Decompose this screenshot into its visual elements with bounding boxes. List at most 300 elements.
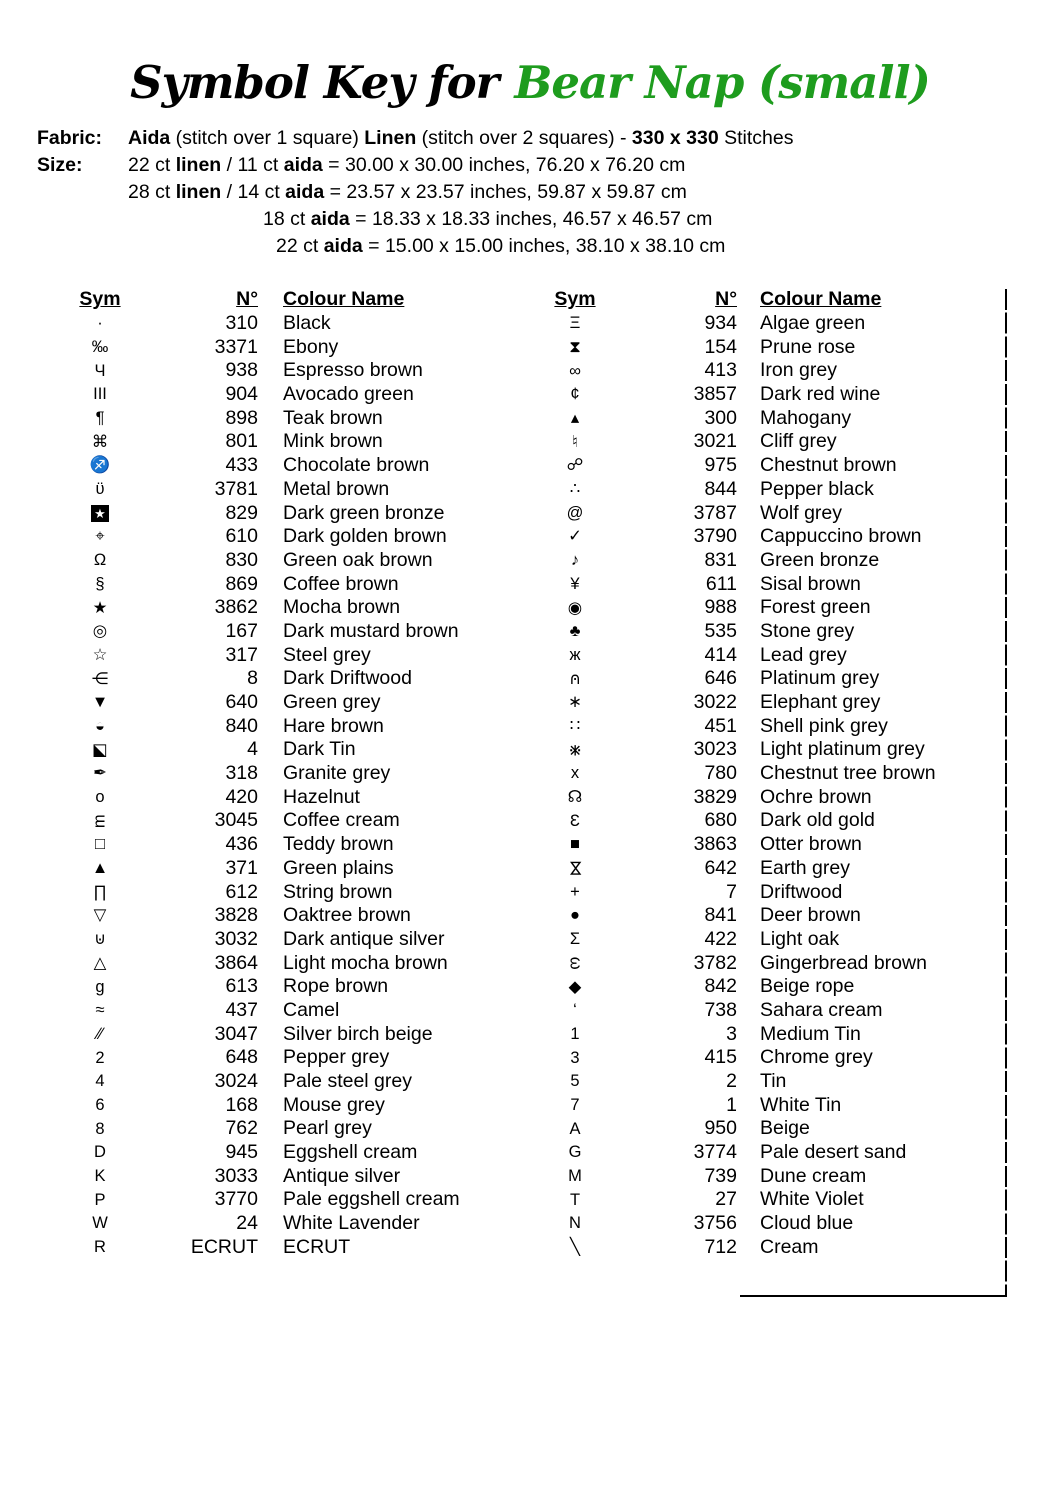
number-cell: 371 [225,856,258,879]
symbol-cell [60,1050,140,1067]
symbol-cell [535,1097,615,1114]
stitch-symbol: ☆ [92,645,108,664]
number-cell: 2 [726,1070,737,1093]
size-line [128,179,725,206]
symbol-cell [535,1192,615,1209]
symbol-cell [535,600,615,617]
colour-name-cell: Chocolate brown [283,454,430,477]
colour-name-cell: Dark mustard brown [283,619,459,642]
key-row [535,999,1003,1023]
colour-name-cell: Espresso brown [283,359,423,382]
symbol-cell [60,339,140,356]
symbol-cell [535,410,615,427]
key-row [535,1117,1003,1141]
stitch-symbol: ∞ [569,361,581,380]
stitch-symbol: G [568,1143,582,1162]
colour-name-cell: Pale eggshell cream [283,1188,460,1211]
colour-name-cell: Teddy brown [283,833,394,856]
symbol-cell [535,907,615,924]
symbol-cell [60,955,140,972]
key-row [60,975,500,999]
colour-name-cell: Dark old gold [760,809,875,832]
stitch-symbol: K [94,1167,106,1186]
number-cell: 3045 [214,809,258,832]
stitch-symbol: T [569,1190,581,1209]
stitch-symbol: ◆ [568,977,582,996]
number-cell: 3862 [214,596,258,619]
stitch-symbol: ϋ [95,480,105,499]
colour-name-cell: Medium Tin [760,1022,861,1045]
text-segment: aida [310,208,350,230]
symbol-cell [535,694,615,711]
stitch-symbol: 8 [95,1119,105,1138]
column-header-number: N° [715,288,737,311]
colour-name-cell: Steel grey [283,643,371,666]
stitch-symbol: ⋲ [91,669,109,688]
symbol-cell [60,505,140,522]
stitch-symbol: R [94,1238,106,1257]
number-cell: 841 [704,904,737,927]
stitch-symbol: ✓ [568,527,582,546]
stitch-symbol: 5 [570,1072,580,1091]
symbol-cell [535,979,615,996]
stitch-symbol: ♣ [569,622,581,641]
symbol-cell [535,1239,615,1256]
key-row [60,359,500,383]
number-cell: 3032 [214,927,258,950]
colour-name-cell: Algae green [760,312,866,335]
stitch-symbol: g [95,977,105,996]
colour-name-cell: Pale desert sand [760,1141,907,1164]
key-row [535,1212,1003,1236]
number-cell: 414 [704,643,737,666]
stitch-symbol: § [95,574,105,593]
number-cell: 3021 [693,430,737,453]
colour-name-cell: Lead grey [760,643,847,666]
stitch-symbol: ‘ [573,1001,577,1020]
number-cell: 975 [704,454,737,477]
key-row [535,762,1003,786]
number-cell: 168 [225,1093,258,1116]
stitch-symbol: P [94,1190,106,1209]
number-cell: 27 [715,1188,737,1211]
key-row [60,738,500,762]
stitch-symbol: ■ [570,835,580,854]
number-cell: 648 [225,1046,258,1069]
symbol-cell [60,931,140,948]
key-row [60,904,500,928]
number-cell: 24 [236,1212,258,1235]
colour-name-cell: Mahogany [760,406,852,429]
column-header-sym: Sym [79,288,121,311]
number-cell: 869 [225,572,258,595]
key-row [60,809,500,833]
symbol-cell [60,600,140,617]
key-row [60,999,500,1023]
text-segment: Stitches [718,127,794,149]
colour-name-cell: Silver birch beige [283,1022,433,1045]
key-row [535,785,1003,809]
size-lines [128,152,725,260]
stitch-symbol: · [97,314,103,333]
key-row [535,1070,1003,1094]
number-cell: 3047 [214,1022,258,1045]
key-row [535,833,1003,857]
key-row [535,1022,1003,1046]
symbol-cell [60,363,140,380]
symbol-cell [535,1121,615,1138]
column-header-colour-name: Colour Name [760,288,882,311]
key-table-header [535,288,1003,312]
symbol-cell [60,1144,140,1161]
colour-name-cell: Cliff grey [760,430,837,453]
symbol-cell [535,836,615,853]
key-row [60,1022,500,1046]
stitch-symbol: m [90,814,109,828]
page-title [0,56,1060,109]
colour-name-cell: Dark red wine [760,383,881,406]
colour-name-cell: Platinum grey [760,667,880,690]
number-cell: 3023 [693,738,737,761]
colour-name-cell: Eggshell cream [283,1141,418,1164]
key-row [60,643,500,667]
stitch-symbol: ♪ [570,551,580,570]
key-row [535,809,1003,833]
colour-name-cell: Ebony [283,335,339,358]
number-cell: 611 [705,572,737,595]
symbol-cell [535,765,615,782]
key-row [60,1093,500,1117]
number-cell: 535 [704,619,737,642]
stitch-symbol: ♮ [572,432,578,451]
number-cell: 613 [225,975,258,998]
stitch-symbol: 6 [95,1095,105,1114]
key-row [60,857,500,881]
number-cell: 612 [225,880,258,903]
number-cell: 738 [704,998,737,1021]
key-row [535,951,1003,975]
stitch-symbol: D [94,1143,106,1162]
stitch-symbol: ⋇ [566,742,585,757]
symbol-cell [60,907,140,924]
stitch-symbol: W [92,1214,108,1233]
number-cell: 3782 [693,951,737,974]
symbol-cell [60,694,140,711]
stitch-symbol: ¥ [570,574,580,593]
stitch-symbol: 3 [570,1048,580,1067]
symbol-cell [535,813,615,830]
number-cell: 451 [704,714,737,737]
stitch-symbol: Ч [94,361,106,380]
symbol-cell [535,363,615,380]
key-row [535,1236,1003,1260]
symbol-cell [535,1215,615,1232]
colour-name-cell: Dark golden brown [283,525,447,548]
key-row [535,620,1003,644]
stitch-symbol: ☊ [567,788,583,807]
symbol-cell [535,955,615,972]
number-cell: 420 [225,785,258,808]
key-row [60,501,500,525]
number-cell: 831 [704,548,737,571]
key-row [535,714,1003,738]
colour-name-cell: Dark Tin [283,738,356,761]
text-segment: linen [175,181,222,203]
colour-name-cell: Coffee brown [283,572,399,595]
number-cell: 3790 [693,525,737,548]
colour-name-cell: White Lavender [283,1212,420,1235]
stitch-symbol: ★ [92,598,108,617]
colour-name-cell: Sisal brown [760,572,861,595]
symbol-cell [60,457,140,474]
text-segment: = 23.57 x 23.57 inches, 59.87 x 59.87 cm [324,181,687,203]
stitch-symbol: ⋈ [566,860,585,877]
symbol-cell [60,1168,140,1185]
stitch-symbol: @ [566,503,584,522]
symbol-cell [60,1192,140,1209]
colour-name-cell: Prune rose [760,335,856,358]
number-cell: 950 [704,1117,737,1140]
key-row [535,335,1003,359]
stitch-symbol: ж [569,645,581,664]
number-cell: 840 [225,714,258,737]
text-segment: aida [285,181,325,203]
number-cell: 8 [247,667,258,690]
symbol-cell [535,552,615,569]
number-cell: 739 [704,1164,737,1187]
colour-name-cell: Iron grey [760,359,837,382]
number-cell: 422 [704,927,737,950]
symbol-cell [60,1121,140,1138]
stitch-symbol: ¶ [95,409,105,428]
number-cell: 3371 [214,335,258,358]
key-row [535,1093,1003,1117]
key-row [535,406,1003,430]
stitch-symbol: ∕∕ [97,1024,103,1043]
stitch-symbol: ◪ [92,740,108,759]
colour-name-cell: Light mocha brown [283,951,448,974]
key-row [535,572,1003,596]
symbol-cell [60,623,140,640]
colour-name-cell: Earth grey [760,856,850,879]
number-cell: 3024 [214,1070,258,1093]
symbol-cell [535,1026,615,1043]
number-cell: 988 [704,596,737,619]
key-row [60,1236,500,1260]
colour-name-cell: Pepper grey [283,1046,390,1069]
colour-name-cell: Sahara cream [760,998,883,1021]
key-row [535,312,1003,336]
stitch-symbol: Ω [93,551,107,570]
text-segment: 28 ct [128,181,176,203]
key-row [60,1070,500,1094]
number-cell: 642 [704,856,737,879]
key-row [60,572,500,596]
symbol-cell [60,1002,140,1019]
symbol-cell [60,386,140,403]
number-cell: 801 [225,430,258,453]
colour-name-cell: Shell pink grey [760,714,888,737]
key-row [60,1046,500,1070]
symbol-cell [60,434,140,451]
colour-name-cell: Avocado green [283,383,414,406]
key-table-header [60,288,500,312]
number-cell: 934 [704,312,737,335]
fabric-segments [128,127,793,149]
colour-name-cell: Black [283,312,331,335]
column-header-sym: Sym [554,288,596,311]
key-row [60,335,500,359]
colour-name-cell: Mocha brown [283,596,401,619]
symbol-cell [60,315,140,332]
table-bottom-border [740,1295,1007,1297]
colour-name-cell: Dark Driftwood [283,667,412,690]
symbol-cell [535,718,615,735]
key-row [535,359,1003,383]
symbol-cell [535,1050,615,1067]
colour-name-cell: Gingerbread brown [760,951,927,974]
stitch-symbol: ∷ [569,716,581,735]
text-segment: aida [283,154,323,176]
colour-name-cell: String brown [283,880,393,903]
column-header-colour-name: Colour Name [283,288,405,311]
colour-name-cell: Hare brown [283,714,384,737]
number-cell: 4 [247,738,258,761]
colour-name-cell: Camel [283,998,340,1021]
key-rows-right [535,312,1003,1260]
key-row [535,1188,1003,1212]
number-cell: 3774 [693,1141,737,1164]
number-cell: 3 [726,1022,737,1045]
stitch-symbol: 7 [570,1095,580,1114]
text-segment: / 11 ct [221,154,284,176]
number-cell: 3864 [214,951,258,974]
number-cell: 318 [225,762,258,785]
stitch-symbol: ☍ [566,456,584,475]
number-cell: 3770 [214,1188,258,1211]
colour-name-cell: Metal brown [283,477,390,500]
number-cell: 610 [225,525,258,548]
text-segment: / 14 ct [221,181,286,203]
stitch-symbol: ● [570,906,580,925]
colour-name-cell: Cloud blue [760,1212,854,1235]
stitch-symbol: ⊍ [568,670,582,689]
text-segment: 330 x 330 [631,127,719,149]
colour-name-cell: Wolf grey [760,501,842,524]
key-row [535,596,1003,620]
symbol-cell [535,931,615,948]
number-cell: 436 [225,833,258,856]
colour-name-cell: Cream [760,1235,819,1258]
number-cell: ECRUT [190,1235,258,1258]
size-line [128,152,725,179]
number-cell: 680 [704,809,737,832]
key-row [60,667,500,691]
key-row [535,430,1003,454]
size-line [128,233,725,260]
colour-name-cell: Rope brown [283,975,389,998]
key-row [60,1141,500,1165]
key-row [535,454,1003,478]
symbol-cell [535,789,615,806]
key-row [60,406,500,430]
stitch-symbol: ♐ [89,456,111,475]
symbol-cell [60,410,140,427]
symbol-cell [60,481,140,498]
number-cell: 154 [704,335,737,358]
key-row [60,383,500,407]
colour-name-cell: Antique silver [283,1164,401,1187]
key-row [535,501,1003,525]
text-segment: (stitch over 1 square) [170,127,365,149]
key-row [60,312,500,336]
colour-name-cell: Hazelnut [283,785,360,808]
colour-name-cell: ECRUT [283,1235,351,1258]
symbol-cell [60,884,140,901]
number-cell: 3857 [693,383,737,406]
size-label: Size: [37,154,83,176]
colour-name-cell: Green grey [283,691,381,714]
stitch-symbol: 1 [570,1024,580,1043]
key-row [60,691,500,715]
stitch-symbol: △ [93,953,107,972]
symbol-cell [60,1239,140,1256]
key-row [60,1164,500,1188]
colour-name-cell: Dune cream [760,1164,867,1187]
symbol-cell [60,813,140,830]
text-segment: (stitch over 2 squares) - [416,127,632,149]
number-cell: 433 [225,454,258,477]
symbol-cell [60,528,140,545]
text-segment: = 18.33 x 18.33 inches, 46.57 x 46.57 cm [349,208,713,230]
colour-name-cell: Chrome grey [760,1046,873,1069]
key-rows-left [60,312,500,1260]
key-row [535,738,1003,762]
column-header-number: N° [236,288,258,311]
key-row [60,714,500,738]
stitch-symbol: + [570,882,580,901]
symbol-cell [60,718,140,735]
number-cell: 415 [704,1046,737,1069]
number-cell: 3781 [214,477,258,500]
symbol-cell [535,742,615,759]
key-row [535,667,1003,691]
key-row [60,762,500,786]
key-row [60,430,500,454]
key-row [60,1188,500,1212]
symbol-cell [60,1073,140,1090]
colour-name-cell: Light oak [760,927,840,950]
number-cell: 3033 [214,1164,258,1187]
key-row [60,525,500,549]
colour-name-cell: Ochre brown [760,785,872,808]
number-cell: 3787 [693,501,737,524]
number-cell: 310 [225,312,258,335]
symbol-cell [535,576,615,593]
colour-name-cell: White Tin [760,1093,842,1116]
symbol-cell [535,623,615,640]
key-row [60,928,500,952]
key-row [535,525,1003,549]
symbol-cell [535,1073,615,1090]
colour-name-cell: Forest green [760,596,871,619]
symbol-cell [535,671,615,688]
colour-name-cell: Chestnut brown [760,454,897,477]
stitch-symbol: ∗ [568,693,582,712]
stitch-symbol: A [569,1119,581,1138]
number-cell: 938 [225,359,258,382]
colour-name-cell: Dark antique silver [283,927,445,950]
